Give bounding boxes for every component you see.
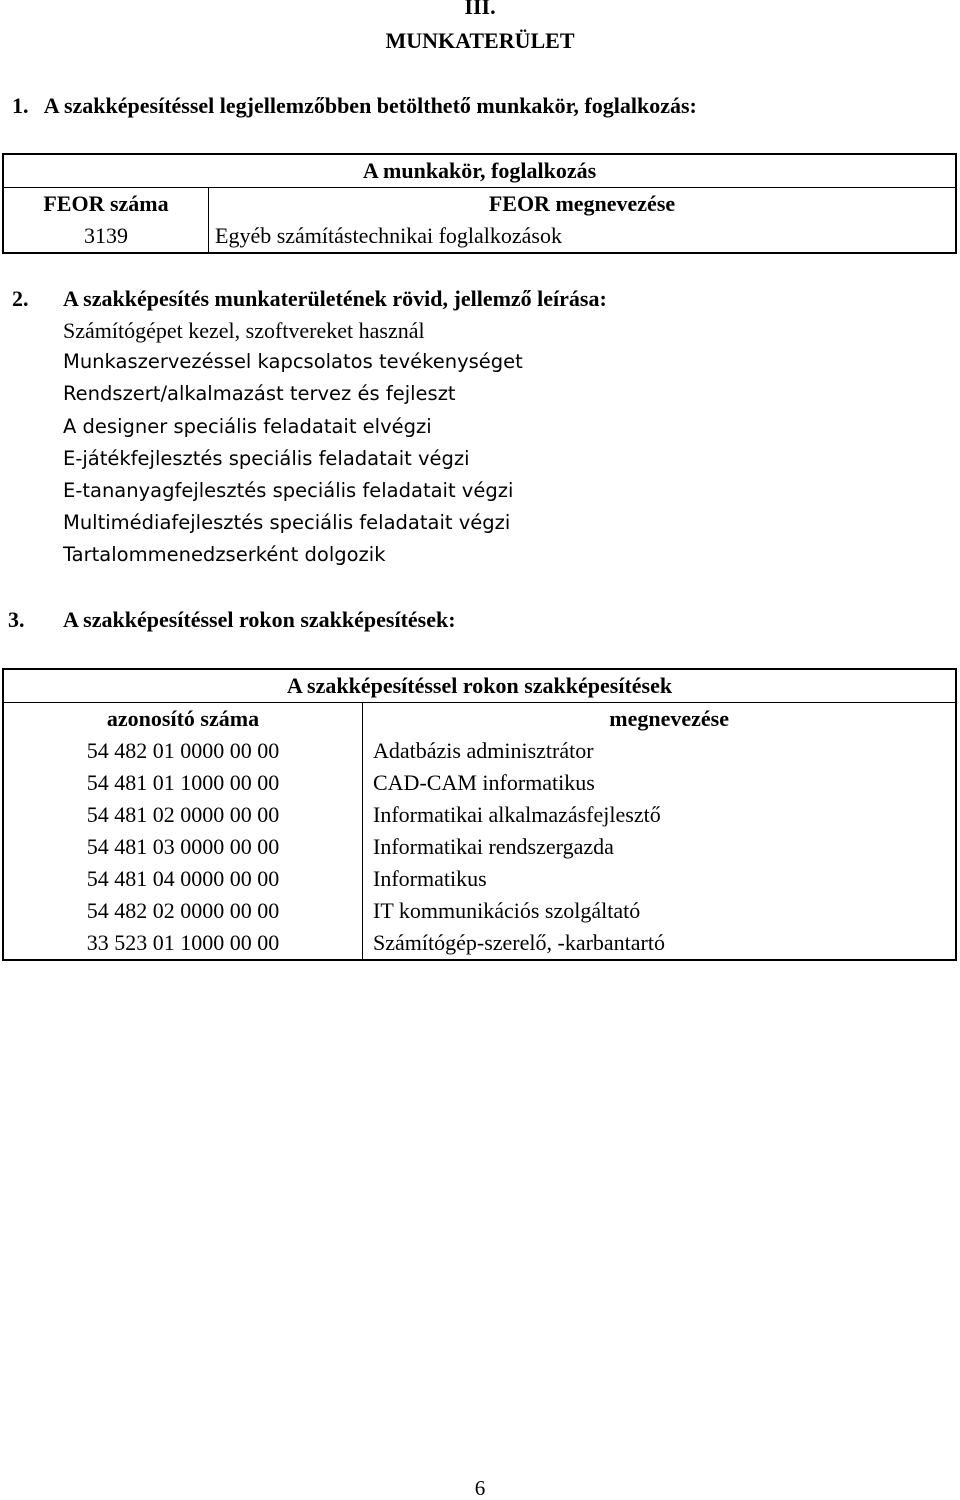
qualification-code: 54 482 02 0000 00 00 (3, 895, 363, 927)
code-column-header: azonosító száma (3, 703, 363, 736)
feor-table (2, 153, 957, 254)
qualification-name: Informatikai alkalmazásfejlesztő (373, 802, 661, 827)
qualification-code: 54 481 01 1000 00 00 (3, 767, 363, 799)
feor-code-header: FEOR száma (3, 188, 209, 221)
feor-name-cell: Egyéb számítástechnikai foglalkozások (215, 223, 562, 248)
related-qualifications-table (2, 668, 957, 961)
description-line: Munkaszervezéssel kapcsolatos tevékenységet (63, 350, 523, 373)
table-row (3, 831, 956, 863)
qualification-name: Számítógép-szerelő, -karbantartó (373, 930, 665, 955)
related-table-caption: A szakképesítéssel rokon szakképesítések (286, 673, 673, 698)
qualification-code: 54 482 01 0000 00 00 (3, 735, 363, 767)
section1-heading: 1. A szakképesítéssel legjellemzőbben betölthető munkakör, foglalkozás: (12, 93, 697, 118)
qualification-code: 54 481 03 0000 00 00 (3, 831, 363, 863)
description-line: Számítógépet kezel, szoftvereket használ (63, 318, 425, 343)
feor-code-cell: 3139 (3, 220, 209, 253)
table-row (3, 220, 956, 253)
description-line: Tartalommenedzserként dolgozik (63, 543, 386, 566)
chapter-number: III. (464, 0, 496, 19)
qualification-name: Adatbázis adminisztrátor (373, 738, 594, 763)
feor-table-caption: A munkakör, foglalkozás (362, 158, 597, 183)
name-column-header: megnevezése (363, 703, 957, 736)
description-line: Multimédiafejlesztés speciális feladatait végzi (63, 511, 511, 534)
section2-number: 2. (12, 286, 29, 311)
table-row (3, 895, 956, 927)
qualification-code: 33 523 01 1000 00 00 (3, 927, 363, 960)
qualification-name: IT kommunikációs szolgáltató (373, 898, 641, 923)
section2-heading: A szakképesítés munkaterületének rövid, jellemző leírása: (63, 286, 607, 311)
table-row (3, 927, 956, 960)
qualification-name: Informatikus (373, 866, 487, 891)
section3-number: 3. (8, 607, 25, 632)
qualification-code: 54 481 04 0000 00 00 (3, 863, 363, 895)
description-line: E-játékfejlesztés speciális feladatait végzi (63, 447, 470, 470)
qualification-name: Informatikai rendszergazda (373, 834, 614, 859)
qualification-name: CAD-CAM informatikus (373, 770, 595, 795)
section3-heading: A szakképesítéssel rokon szakképesítések: (63, 607, 456, 632)
table-row (3, 767, 956, 799)
feor-name-header: FEOR megnevezése (209, 188, 957, 221)
description-line: A designer speciális feladatait elvégzi (63, 415, 432, 438)
description-line: Rendszert/alkalmazást tervez és fejleszt (63, 382, 456, 405)
chapter-title: MUNKATERÜLET (385, 28, 575, 53)
page-number: 6 (474, 1476, 486, 1500)
table-row (3, 735, 956, 767)
table-row (3, 863, 956, 895)
description-line: E-tananyagfejlesztés speciális feladatait végzi (63, 479, 514, 502)
qualification-code: 54 481 02 0000 00 00 (3, 799, 363, 831)
table-row (3, 799, 956, 831)
